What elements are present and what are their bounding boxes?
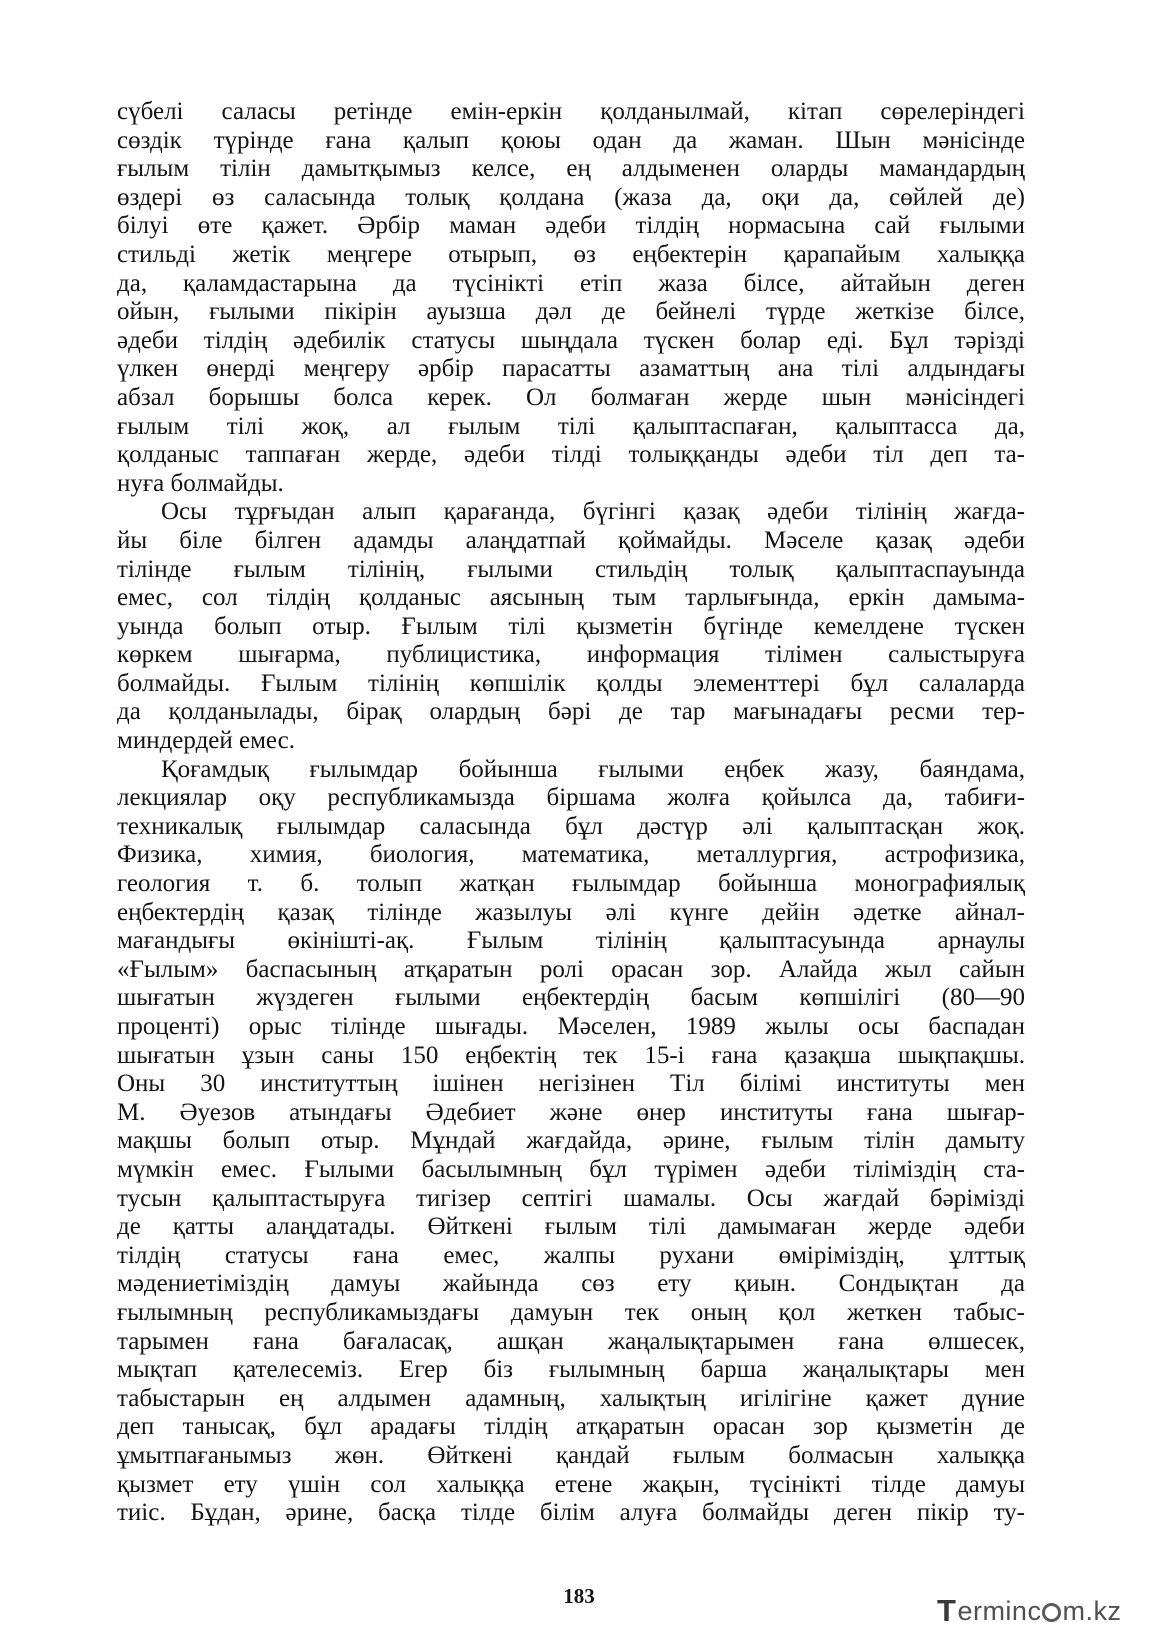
text-line: болмайды. Ғылым тілінің көпшілік қолды элементтері бұл салаларда (117, 669, 1025, 697)
text-line: үлкен өнерді меңгеру әрбір парасатты азаматтың ана тілі алдындағы (117, 355, 1025, 383)
body-text (117, 98, 1025, 1528)
text-line: Оны 30 институттың ішінен негізінен Тіл білімі институты мен (117, 1070, 1025, 1098)
text-line: мақшы болып отыр. Мұндай жағдайда, әрине, ғылым тілін дамыту (117, 1127, 1025, 1155)
text-line: геология т. б. толып жатқан ғылымдар бойынша монографиялық (117, 870, 1025, 898)
paragraph (117, 498, 1025, 755)
watermark-text-part-1: erminc (957, 1595, 1042, 1626)
text-line: мәдениетіміздің дамуы жайында сөз ету қиын. Сондықтан да (117, 1270, 1025, 1298)
text-line: сүбелі саласы ретінде емін-еркін қолданылмай, кітап сөрелеріндегі (117, 98, 1025, 125)
text-line: деп танысақ, бұл арадағы тілдің атқаратын орасан зор қызметін де (117, 1413, 1025, 1441)
text-line: тілінде ғылым тілінің, ғылыми стильдің толық қалыптаспауында (117, 555, 1025, 583)
text-line: Осы тұрғыдан алып қарағанда, бүгінгі қазақ әдеби тілінің жағда- (161, 498, 1025, 526)
text-line: абзал борышы болса керек. Ол болмаған жерде шын мәнісіндегі (117, 383, 1025, 411)
text-line: ұмытпағанымыз жөн. Өйткені қандай ғылым болмасын халыққа (117, 1441, 1025, 1469)
text-line: қызмет ету үшін сол халыққа етене жақын, түсінікті тілде дамуы (117, 1470, 1025, 1498)
text-line: мүмкін емес. Ғылыми басылымның бұл түрімен әдеби тіліміздің ста- (117, 1155, 1025, 1183)
text-line: тілдің статусы ғана емес, жалпы рухани өміріміздің, ұлттық (117, 1241, 1025, 1269)
text-line: тарымен ғана бағаласақ, ашқан жаңалықтарымен ғана өлшесек, (117, 1327, 1025, 1355)
text-line: тиіс. Бұдан, әрине, басқа тілде білім алуға болмайды деген пікір ту- (117, 1499, 1025, 1527)
termincom-watermark (937, 1595, 1137, 1627)
text-line: стильді жетік меңгере отырып, өз еңбектерін қарапайым халыққа (117, 240, 1025, 268)
text-line: «Ғылым» баспасының атқаратын ролі орасан зор. Алайда жыл сайын (117, 955, 1025, 983)
text-line: нуға болмайды. (117, 469, 284, 497)
text-line: Физика, химия, биология, математика, металлургия, астрофизика, (117, 841, 1025, 869)
text-line: өздері өз саласында толық қолдана (жаза да, оқи да, сөйлей де) (117, 183, 1025, 211)
text-line: шығатын ұзын саны 150 еңбектің тек 15-і ғана қазақша шықпақшы. (117, 1041, 1025, 1069)
text-line: еңбектердің қазақ тілінде жазылуы әлі күнге дейін әдетке айнал- (117, 898, 1025, 926)
watermark-text-part-2: m.kz (1062, 1595, 1122, 1626)
text-line: әдеби тілдің әдебилік статусы шыңдала түскен болар еді. Бұл тәрізді (117, 326, 1025, 354)
text-line: де қатты алаңдатады. Өйткені ғылым тілі дамымаған жерде әдеби (117, 1213, 1025, 1241)
paragraph (117, 98, 1025, 498)
text-line: қолданыс таппаған жерде, әдеби тілді толыққанды әдеби тіл деп та- (117, 441, 1025, 469)
text-line: техникалық ғылымдар саласында бұл дәстүр әлі қалыптасқан жоқ. (117, 812, 1025, 840)
text-line: миндердей емес. (117, 727, 295, 755)
text-line: табыстарын ең алдымен адамның, халықтың игілігіне қажет дүние (117, 1384, 1025, 1412)
text-line: білуі өте қажет. Әрбір маман әдеби тілдің нормасына сай ғылыми (117, 212, 1025, 240)
text-line: ғылым тілі жоқ, ал ғылым тілі қалыптаспаған, қалыптасса да, (117, 412, 1025, 440)
watermark-t-letter: T (937, 1593, 957, 1628)
text-line: ойын, ғылыми пікірін ауызша дәл де бейнелі түрде жеткізе білсе, (117, 298, 1025, 326)
text-line: мағандығы өкінішті-ақ. Ғылым тілінің қалыптасуында арнаулы (117, 927, 1025, 955)
paragraph (117, 756, 1025, 1528)
text-line: тусын қалыптастыруға тигізер септігі шамалы. Осы жағдай бәрімізді (117, 1184, 1025, 1212)
text-line: сөздік түрінде ғана қалып қоюы одан да жаман. Шын мәнісінде (117, 126, 1025, 154)
text-line: йы біле білген адамды алаңдатпай қоймайды. Мәселе қазақ әдеби (117, 526, 1025, 554)
text-line: емес, сол тілдің қолданыс аясының тым тарлығында, еркін дамыма- (117, 584, 1025, 612)
text-line: Қоғамдық ғылымдар бойынша ғылыми еңбек жазу, баяндама, (161, 755, 1025, 783)
text-line: көркем шығарма, публицистика, информация тілімен салыстыруға (117, 641, 1025, 669)
text-line: лекциялар оқу республикамызда біршама жолға қойылса да, табиғи- (117, 784, 1025, 812)
watermark-circle-icon (1042, 1603, 1061, 1622)
text-line: да, қаламдастарына да түсінікті етіп жаза білсе, айтайын деген (117, 269, 1025, 297)
text-line: да қолданылады, бірақ олардың бәрі де тар мағынадағы ресми тер- (117, 698, 1025, 726)
text-line: М. Әуезов атындағы Әдебиет және өнер институты ғана шығар- (117, 1098, 1025, 1126)
text-line: мықтап қателесеміз. Егер біз ғылымның барша жаңалықтары мен (117, 1356, 1025, 1384)
page-number: 183 (563, 1584, 595, 1608)
text-line: проценті) орыс тілінде шығады. Мәселен, 1989 жылы осы баспадан (117, 1013, 1025, 1040)
text-line: ғылымның республикамыздағы дамуын тек оның қол жеткен табыс- (117, 1298, 1025, 1326)
text-line: уында болып отыр. Ғылым тілі қызметін бүгінде кемелдене түскен (117, 612, 1025, 640)
text-line: ғылым тілін дамытқымыз келсе, ең алдыменен оларды мамандардың (117, 155, 1025, 183)
text-line: шығатын жүздеген ғылыми еңбектердің басым көпшілігі (80—90 (117, 984, 1025, 1012)
